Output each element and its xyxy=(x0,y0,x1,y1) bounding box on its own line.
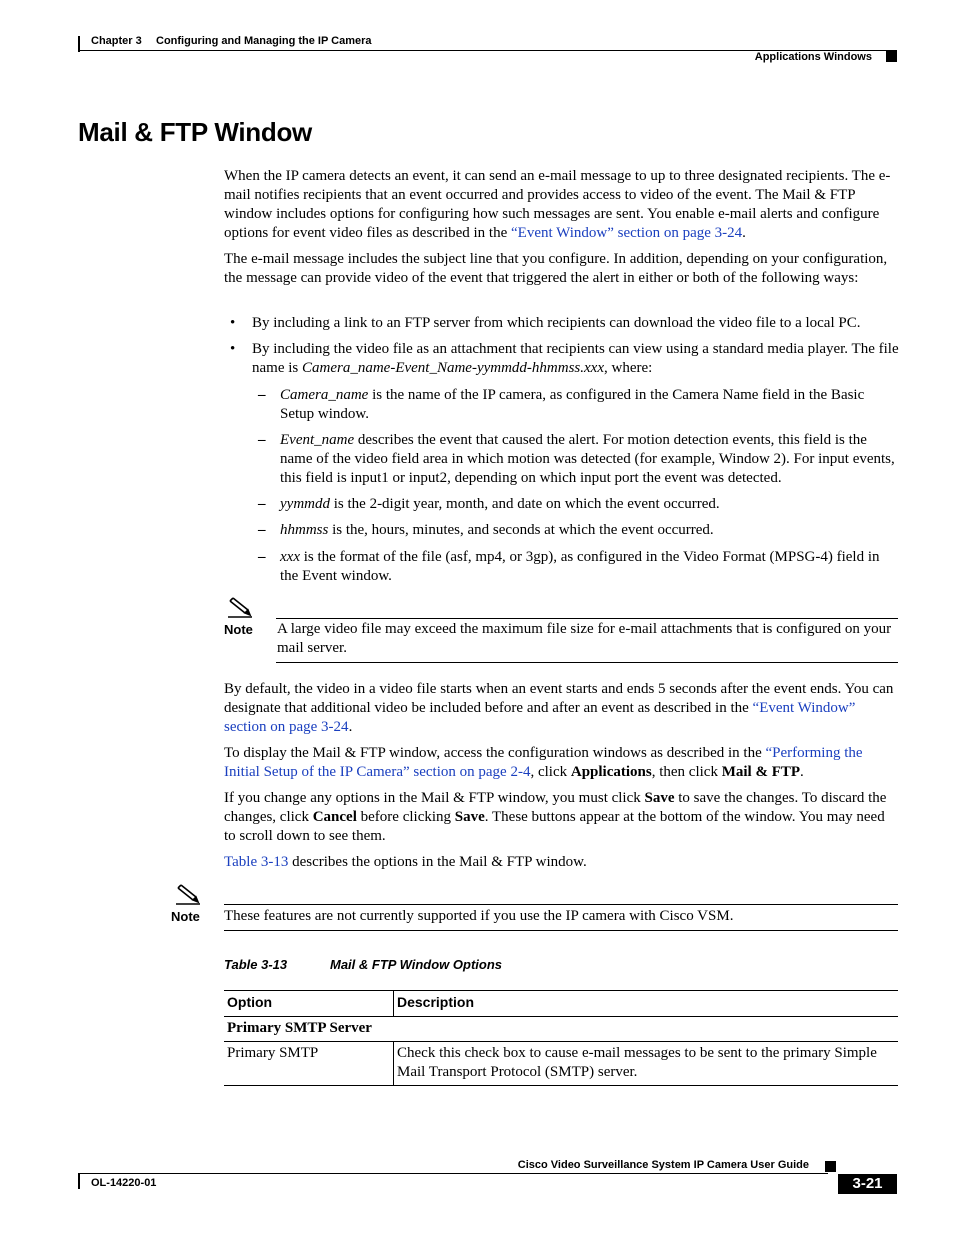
sub-item-text xyxy=(280,495,899,514)
bullet-text-part: By including the video file as an attachment that recipients can view using a standard media player. The file name is xyxy=(252,341,899,376)
footer-rule xyxy=(78,1173,828,1174)
intro-text: When the IP camera detects an event, it can send an e-mail message to up to three designated recipients. The e-mail notifies recipients that an event occurred and provides access to video of the event. The Mail & FTP window includes options for configuring how such messages are sent. You enable e-mail alerts and configure options for event video files as described in the xyxy=(224,168,891,241)
table-row xyxy=(224,1042,898,1086)
paragraph-4-text: , click xyxy=(530,764,571,780)
options-table xyxy=(224,990,898,1086)
dash-mark: – xyxy=(258,549,266,565)
event-window-link[interactable]: “Event Window” section on page 3-24 xyxy=(511,225,743,241)
paragraph-5-text: . These buttons appear at the bottom of the window. You may need to scroll down to see them. xyxy=(224,809,885,844)
note-top-rule xyxy=(224,904,898,905)
bullet-mark: • xyxy=(230,315,236,331)
bullet-text-part: , where: xyxy=(604,360,653,376)
bullet-item xyxy=(224,314,899,333)
page-title: Mail & FTP Window xyxy=(78,117,312,147)
table-group-title: Primary SMTP Server xyxy=(224,1017,898,1042)
header-chapter: Chapter 3 xyxy=(91,35,142,47)
sub-item-text xyxy=(280,548,899,586)
paragraph-4-end: . xyxy=(800,764,804,780)
paragraph-6 xyxy=(224,853,899,872)
table-cell-option: Primary SMTP xyxy=(224,1042,394,1086)
intro-paragraph xyxy=(224,167,899,243)
dash-mark: – xyxy=(258,496,266,512)
table-cell-description: Check this check box to cause e-mail messages to be sent to the primary Simple Mail Transport Protocol (SMTP) server. xyxy=(394,1042,899,1086)
footer-rule-vertical xyxy=(78,1173,80,1189)
note-top-rule xyxy=(276,618,898,619)
note-bottom-rule xyxy=(224,930,898,931)
cancel-term: Cancel xyxy=(312,809,357,825)
paragraph-5-text: to save the changes. To discard the changes, click xyxy=(224,790,887,825)
definition: describes the event that caused the alert. For motion detection events, this field is the name of the video field area in which motion was detected (for example, Window 2). For input events, this field is input1 or input2, depending on which input port the event was detected. xyxy=(280,432,895,486)
footer-guide-title: Cisco Video Surveillance System IP Camera User Guide xyxy=(517,1159,809,1171)
note-pencil-icon xyxy=(176,883,202,905)
header-section: Applications Windows xyxy=(754,51,872,63)
term: yymmdd xyxy=(280,496,330,512)
table-header-option: Option xyxy=(224,991,394,1017)
table-header-description: Description xyxy=(394,991,899,1017)
definition: is the name of the IP camera, as configured in the Camera Name field in the Basic Setup window. xyxy=(280,387,865,422)
table-header-row xyxy=(224,991,898,1017)
bullet-item xyxy=(224,340,899,378)
table-group-row xyxy=(224,1017,898,1042)
paragraph-3-text: By default, the video in a video file starts when an event starts and ends 5 seconds after the event ends. You can designate that additional video be included before and after an event as described in the xyxy=(224,681,894,716)
term: xxx xyxy=(280,549,300,565)
file-name-pattern: Camera_name-Event_Name-yymmdd-hhmmss.xxx xyxy=(302,360,604,376)
dash-mark: – xyxy=(258,522,266,538)
intro-end: . xyxy=(742,225,746,241)
save-term: Save xyxy=(644,790,675,806)
paragraph-3 xyxy=(224,680,899,737)
note-text: A large video file may exceed the maximum file size for e-mail attachments that is configured on your mail server. xyxy=(277,621,892,656)
paragraph-6-text: describes the options in the Mail & FTP window. xyxy=(288,854,587,870)
header-marker xyxy=(886,51,897,62)
paragraph-5-text: If you change any options in the Mail & FTP window, you must click xyxy=(224,790,645,806)
table-caption-title: Mail & FTP Window Options xyxy=(330,957,502,972)
note-pencil-icon xyxy=(228,596,254,618)
definition: is the format of the file (asf, mp4, or 3gp), as configured in the Video Format (MPSG-4) field in the Event window. xyxy=(280,549,880,584)
paragraph-3-end: . xyxy=(348,719,353,735)
paragraph-5 xyxy=(224,789,899,846)
dash-mark: – xyxy=(258,387,266,403)
bullet-text: By including a link to an FTP server from which recipients can download the video file to a local PC. xyxy=(252,315,861,331)
term: hhmmss xyxy=(280,522,329,538)
note-text: These features are not currently supported if you use the IP camera with Cisco VSM. xyxy=(224,908,734,924)
footer-doc-number: OL-14220-01 xyxy=(91,1177,157,1189)
save-term: Save xyxy=(454,809,485,825)
table-caption-number: Table 3-13 xyxy=(224,957,288,972)
bullet-text xyxy=(252,340,899,378)
initial-setup-link[interactable]: “Performing the Initial Setup of the IP Camera” section on page 2-4 xyxy=(224,745,863,780)
paragraph-2 xyxy=(224,250,899,288)
paragraph-4-text: , then click xyxy=(651,764,722,780)
paragraph-2-text: The e-mail message includes the subject line that you configure. In addition, depending on your configuration, the message can provide video of the event that triggered the alert in either or both of the following ways: xyxy=(224,251,888,286)
definition: is the, hours, minutes, and seconds at which the event occurred. xyxy=(328,522,714,538)
page-number: 3-21 xyxy=(838,1174,897,1194)
note-bottom-rule xyxy=(276,662,898,663)
header-chapter-title: Configuring and Managing the IP Camera xyxy=(156,35,372,47)
term: Event_name xyxy=(280,432,355,448)
sub-item-text xyxy=(280,386,899,424)
applications-term: Applications xyxy=(570,764,652,780)
table-caption xyxy=(224,957,502,972)
sub-item-text xyxy=(280,521,899,540)
term: Camera_name xyxy=(280,387,369,403)
paragraph-5-text: before clicking xyxy=(356,809,455,825)
event-window-link[interactable]: “Event Window” section on page 3-24 xyxy=(224,700,856,735)
bullet-mark: • xyxy=(230,341,236,357)
mail-ftp-term: Mail & FTP xyxy=(721,764,801,780)
footer-marker xyxy=(825,1161,836,1172)
table-3-13-link[interactable]: Table 3-13 xyxy=(224,854,289,870)
dash-mark: – xyxy=(258,432,266,448)
sub-item-text xyxy=(280,431,899,488)
paragraph-4 xyxy=(224,744,899,782)
paragraph-4-text: To display the Mail & FTP window, access the configuration windows as described in the xyxy=(224,745,766,761)
definition: is the 2-digit year, month, and date on which the event occurred. xyxy=(329,496,720,512)
note-label: Note xyxy=(171,909,200,924)
note-label: Note xyxy=(224,622,253,637)
